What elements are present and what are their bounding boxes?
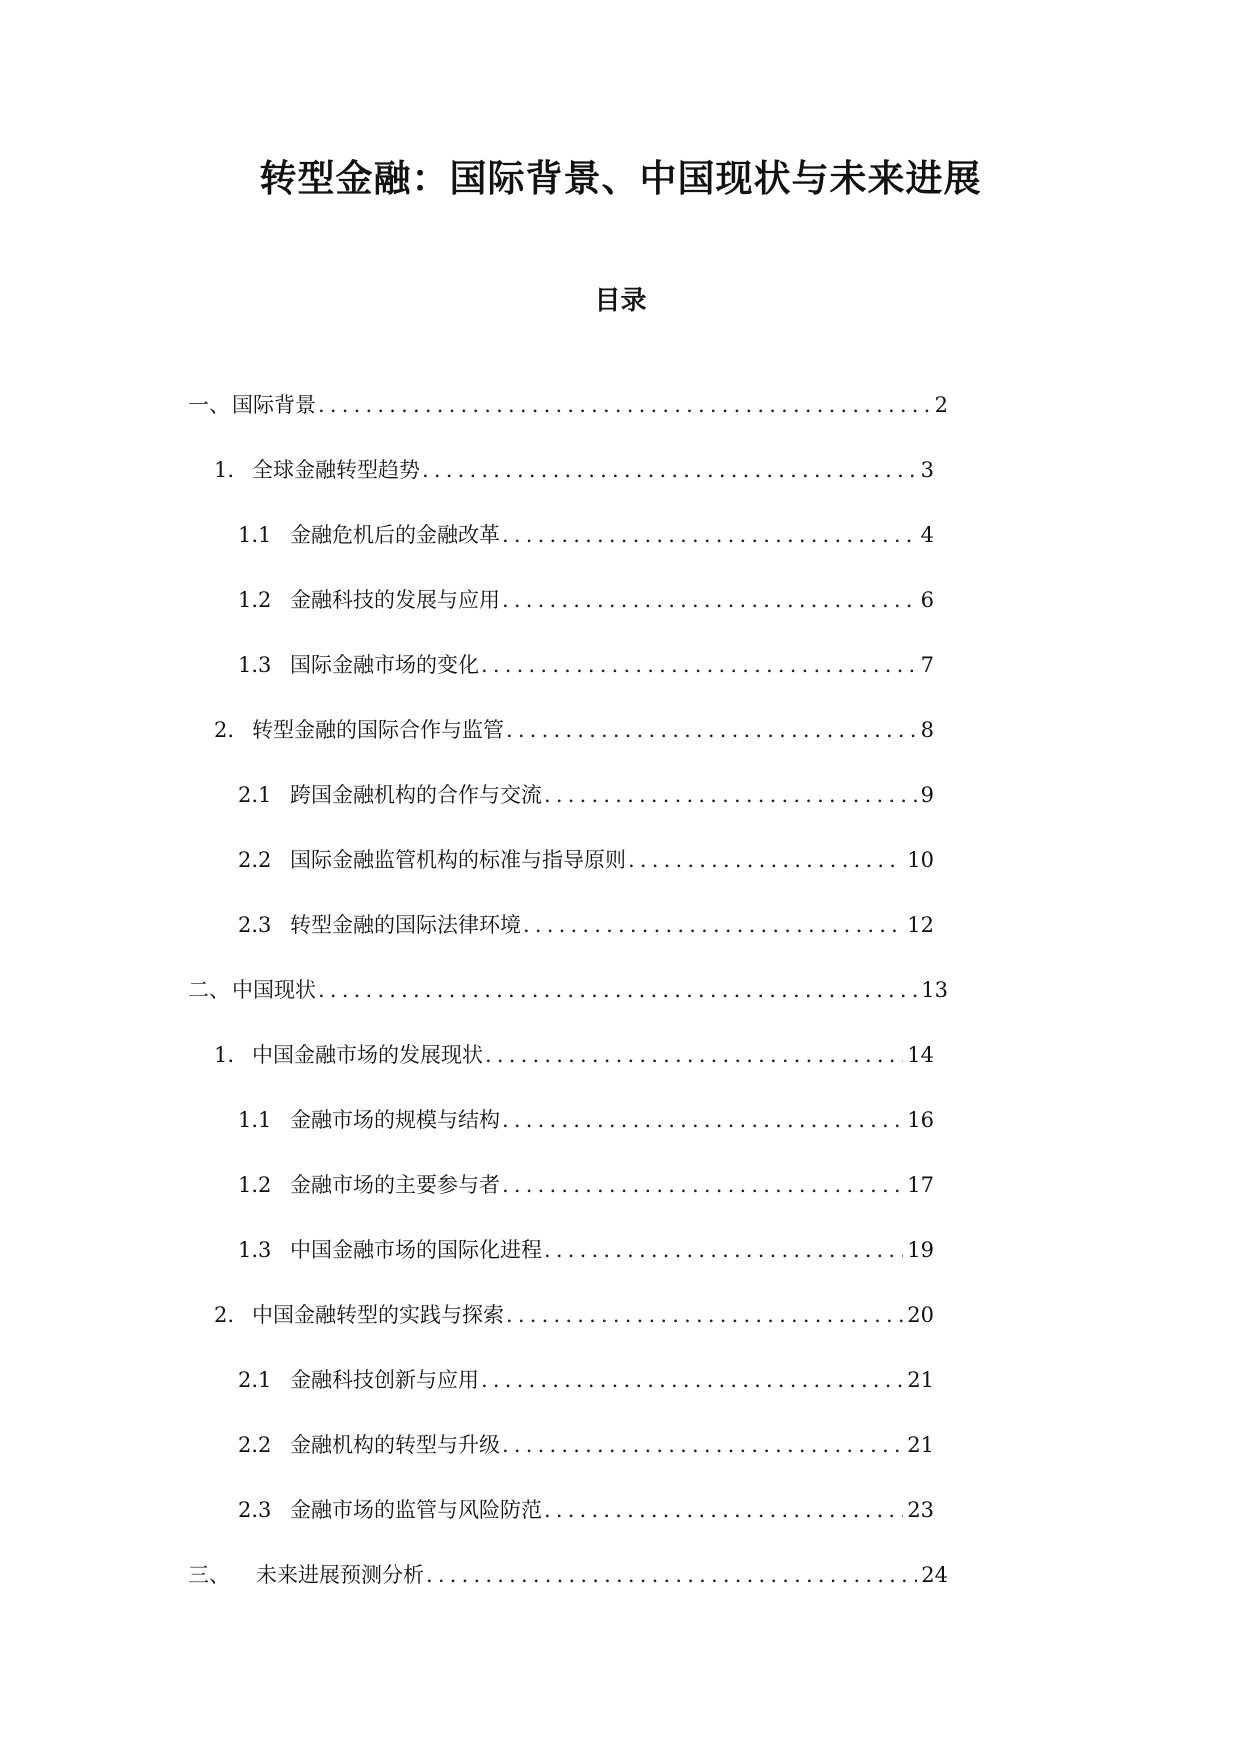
toc-entry-number: 1. bbox=[214, 1043, 235, 1067]
toc-entry-number: 1.3 bbox=[238, 653, 272, 677]
toc-entry-number: 1.2 bbox=[238, 588, 272, 612]
toc-entry-page: 4 bbox=[920, 523, 934, 547]
toc-entry-number: 1.3 bbox=[238, 1238, 272, 1262]
toc-dot-leader bbox=[523, 910, 903, 940]
toc-dot-leader bbox=[422, 455, 917, 485]
toc-entry-number: 1. bbox=[214, 458, 235, 482]
toc-entry-page: 20 bbox=[907, 1303, 934, 1327]
toc-entry-china-status[interactable] bbox=[188, 975, 948, 1005]
toc-entry-legal-environment[interactable] bbox=[238, 910, 934, 940]
toc-entry-risk-prevention[interactable] bbox=[238, 1495, 934, 1525]
toc-entry-label: 金融科技创新与应用 bbox=[290, 1368, 479, 1392]
toc-entry-page: 14 bbox=[907, 1043, 934, 1067]
toc-entry-market-participants[interactable] bbox=[238, 1170, 934, 1200]
toc-entry-page: 2 bbox=[934, 393, 948, 417]
toc-entry-cross-border-cooperation[interactable] bbox=[238, 780, 934, 810]
toc-entry-china-transition-practice[interactable] bbox=[214, 1300, 934, 1330]
toc-entry-label: 未来进展预测分析 bbox=[256, 1563, 424, 1587]
toc-entry-market-scale-structure[interactable] bbox=[238, 1105, 934, 1135]
toc-dot-leader bbox=[318, 975, 917, 1005]
toc-entry-internationalization[interactable] bbox=[238, 1235, 934, 1265]
toc-dot-leader bbox=[506, 715, 917, 745]
toc-dot-leader bbox=[318, 390, 931, 420]
toc-entry-number: 2.1 bbox=[238, 1368, 272, 1392]
toc-entry-future-forecast[interactable] bbox=[188, 1560, 948, 1590]
toc-entry-page: 21 bbox=[907, 1368, 934, 1392]
toc-entry-number: 2. bbox=[214, 1303, 235, 1327]
toc-dot-leader bbox=[502, 1170, 903, 1200]
toc-entry-page: 3 bbox=[920, 458, 934, 482]
toc-entry-market-changes[interactable] bbox=[238, 650, 934, 680]
toc-entry-international-background[interactable] bbox=[188, 390, 948, 420]
toc-entry-regulatory-standards[interactable] bbox=[238, 845, 934, 875]
toc-dot-leader bbox=[544, 1495, 903, 1525]
toc-entry-label: 金融机构的转型与升级 bbox=[290, 1433, 500, 1457]
toc-entry-label: 转型金融的国际合作与监管 bbox=[252, 718, 504, 742]
toc-entry-page: 10 bbox=[907, 848, 934, 872]
toc-entry-number: 2.3 bbox=[238, 913, 272, 937]
toc-entry-china-market-development[interactable] bbox=[214, 1040, 934, 1070]
toc-entry-number: 2.1 bbox=[238, 783, 272, 807]
toc-entry-label: 中国金融市场的发展现状 bbox=[252, 1043, 483, 1067]
toc-entry-label: 跨国金融机构的合作与交流 bbox=[290, 783, 542, 807]
toc-entry-number: 2. bbox=[214, 718, 235, 742]
toc-entry-label: 中国现状 bbox=[232, 978, 316, 1002]
toc-entry-page: 7 bbox=[920, 653, 934, 677]
toc-entry-label: 金融市场的监管与风险防范 bbox=[290, 1498, 542, 1522]
toc-entry-label: 金融市场的规模与结构 bbox=[290, 1108, 500, 1132]
toc-entry-label: 金融危机后的金融改革 bbox=[290, 523, 500, 547]
toc-entry-page: 13 bbox=[921, 978, 948, 1002]
toc-entry-number: 1.2 bbox=[238, 1173, 272, 1197]
toc-dot-leader bbox=[502, 1430, 903, 1460]
toc-entry-number: 三、 bbox=[188, 1563, 230, 1587]
toc-entry-label: 金融市场的主要参与者 bbox=[290, 1173, 500, 1197]
toc-entry-label: 国际金融市场的变化 bbox=[290, 653, 479, 677]
toc-entry-label: 全球金融转型趋势 bbox=[252, 458, 420, 482]
toc-dot-leader bbox=[544, 780, 917, 810]
toc-dot-leader bbox=[485, 1040, 903, 1070]
toc-dot-leader bbox=[544, 1235, 903, 1265]
toc-entry-number: 2.3 bbox=[238, 1498, 272, 1522]
toc-dot-leader bbox=[481, 650, 917, 680]
toc-entry-number: 一、 bbox=[188, 393, 230, 417]
toc-heading: 目录 bbox=[594, 286, 647, 316]
toc-dot-leader bbox=[502, 1105, 903, 1135]
toc-entry-page: 17 bbox=[907, 1173, 934, 1197]
toc-entry-page: 21 bbox=[907, 1433, 934, 1457]
toc-entry-number: 二、 bbox=[188, 978, 230, 1002]
toc-dot-leader bbox=[502, 585, 917, 615]
toc-dot-leader bbox=[426, 1560, 917, 1590]
document-title: 转型金融：国际背景、中国现状与未来进展 bbox=[259, 156, 982, 200]
toc-entry-label: 中国金融市场的国际化进程 bbox=[290, 1238, 542, 1262]
toc-entry-label: 金融科技的发展与应用 bbox=[290, 588, 500, 612]
toc-entry-page: 19 bbox=[907, 1238, 934, 1262]
toc-entry-global-trend[interactable] bbox=[214, 455, 934, 485]
toc-entry-fintech-innovation[interactable] bbox=[238, 1365, 934, 1395]
toc-entry-label: 中国金融转型的实践与探索 bbox=[252, 1303, 504, 1327]
toc-entry-page: 23 bbox=[907, 1498, 934, 1522]
toc-entry-number: 2.2 bbox=[238, 848, 272, 872]
toc-entry-number: 1.1 bbox=[238, 1108, 272, 1132]
toc-entry-page: 9 bbox=[920, 783, 934, 807]
toc-entry-institution-upgrade[interactable] bbox=[238, 1430, 934, 1460]
toc-entry-fintech-development[interactable] bbox=[238, 585, 934, 615]
toc-entry-number: 2.2 bbox=[238, 1433, 272, 1457]
toc-entry-page: 24 bbox=[921, 1563, 948, 1587]
toc-entry-page: 12 bbox=[907, 913, 934, 937]
toc-entry-number: 1.1 bbox=[238, 523, 272, 547]
toc-entry-page: 16 bbox=[907, 1108, 934, 1132]
toc-dot-leader bbox=[502, 520, 917, 550]
toc-dot-leader bbox=[506, 1300, 903, 1330]
toc-entry-label: 国际背景 bbox=[232, 393, 316, 417]
toc-entry-page: 6 bbox=[920, 588, 934, 612]
toc-entry-label: 转型金融的国际法律环境 bbox=[290, 913, 521, 937]
toc-dot-leader bbox=[628, 845, 903, 875]
toc-entry-post-crisis-reform[interactable] bbox=[238, 520, 934, 550]
toc-dot-leader bbox=[481, 1365, 903, 1395]
toc-entry-label: 国际金融监管机构的标准与指导原则 bbox=[290, 848, 626, 872]
toc-entry-cooperation-regulation[interactable] bbox=[214, 715, 934, 745]
toc-entry-page: 8 bbox=[920, 718, 934, 742]
